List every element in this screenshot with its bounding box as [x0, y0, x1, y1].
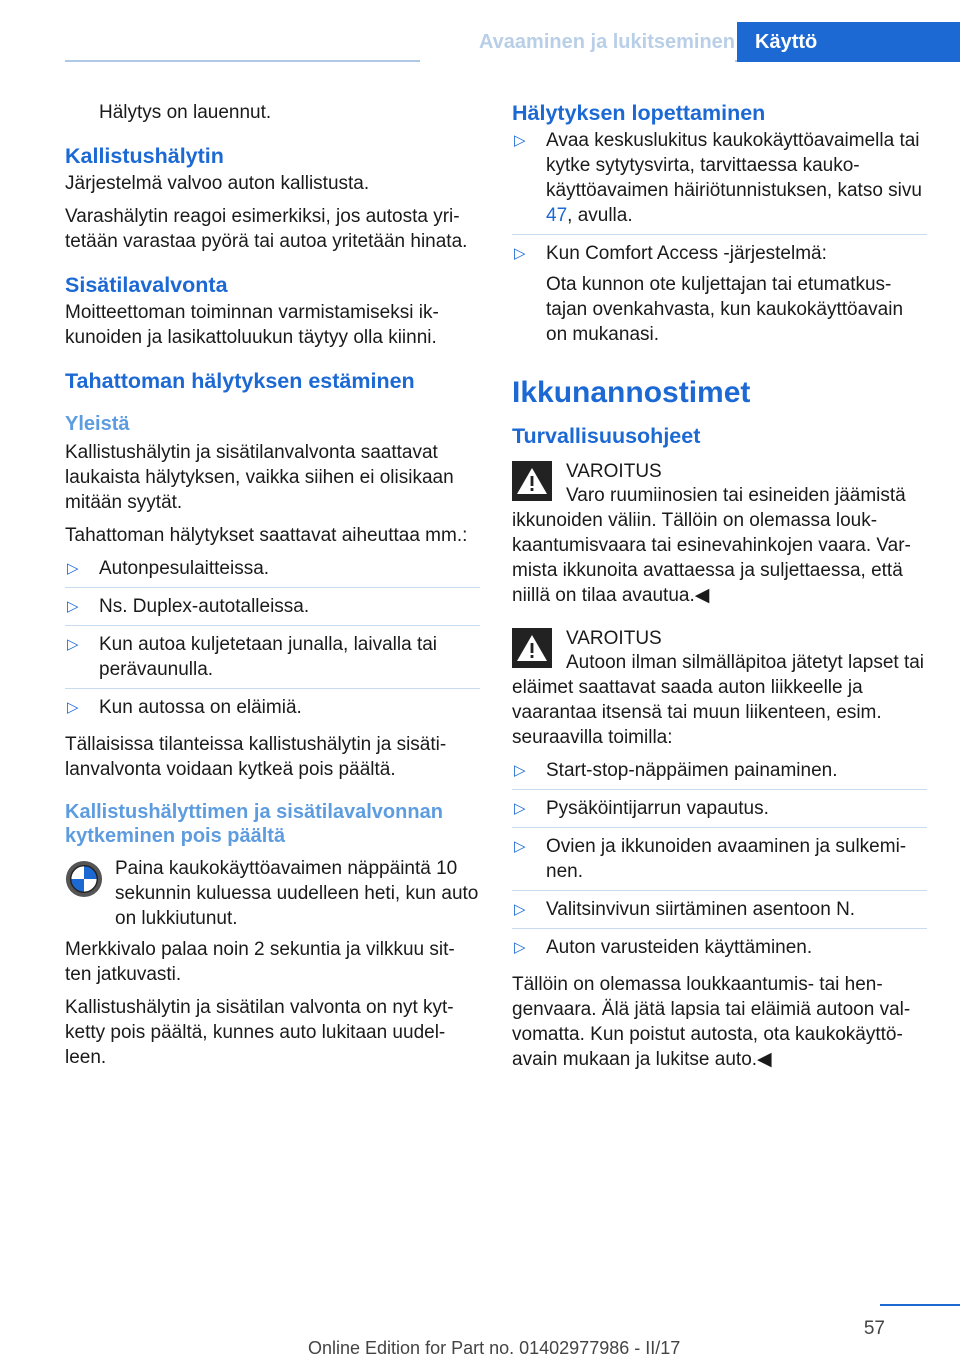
- page-link[interactable]: 47: [546, 205, 568, 226]
- list-item: ▷ Valitsinvivun siirtäminen asentoon N.: [512, 897, 927, 929]
- list-item: ▷ Auton varusteiden käyttäminen.: [514, 937, 813, 958]
- switch-off-heading: Kallistushälyttimen ja sisätilavalvonnan kytkeminen pois päältä: [65, 801, 443, 847]
- switch-off-p3: Kallistushälytin ja sisätilan valvonta on nyt kyt‐ ketty pois päältä, kunnes auto lukitaan uudel‐ leen.: [65, 997, 454, 1068]
- triangle-bullet-icon: ▷: [67, 699, 79, 716]
- list-item: ▷ Ovien ja ikkunoiden avaaminen ja sulkemi‐ nen.: [512, 834, 927, 891]
- stop-alarm-heading: Hälytyksen lopettaminen: [512, 101, 766, 125]
- alarm-triggered-text: Hälytys on lauennut.: [99, 102, 272, 123]
- triangle-bullet-icon: ▷: [67, 636, 79, 653]
- tilt-alarm-heading: Kallistushälytin: [65, 144, 224, 168]
- list-item: ▷ Autonpesulaitteissa.: [65, 556, 480, 588]
- list-item: ▷ Avaa keskuslukitus kaukokäyttöavaimella tai kytke sytytysvirta, tarvittaessa kauko‐ käyttöavaimen häiriötunnistuksen, katso sivu 47, avulla.: [512, 128, 927, 235]
- triangle-bullet-icon: ▷: [67, 560, 79, 577]
- general-p2: Tahattoman hälytykset saattavat aiheuttaa mm.:: [65, 525, 468, 546]
- interior-monitoring-heading: Sisätilavalvonta: [65, 273, 228, 297]
- risk-actions-list: [512, 758, 927, 966]
- warning-1-text: Varo ruumiinosien tai esineiden jäämistä ikkunoiden väliin. Tällöin on olemassa louk‐ kaantumisvaara tai esinevahinkojen vaara. Var‐ mista ikkunoita avattaessa ja suljettaessa, että niillä on tilaa avautua.◀: [512, 485, 911, 606]
- chapter-title: Ikkunannostimet: [512, 376, 751, 409]
- list-item: ▷ Pysäköintijarrun vapautus.: [512, 796, 927, 828]
- list-item: ▷ Start-stop-näppäimen painaminen.: [512, 758, 927, 790]
- list-item: ▷ Kun autoa kuljetetaan junalla, laivalla tai perävaunulla.: [65, 632, 480, 689]
- triangle-bullet-icon: ▷: [514, 132, 526, 149]
- switch-off-p1: Paina kaukokäyttöavaimen näppäintä 10 sekunnin kuluessa uudelleen heti, kun auto on lukkiutunut.: [115, 858, 479, 929]
- comfort-access-subtext: Ota kunnon ote kuljettajan tai etumatkus‐ tajan ovenkahvasta, kun kaukokäyttöavain on mukanasi.: [546, 274, 904, 345]
- triangle-bullet-icon: ▷: [514, 762, 526, 779]
- triangle-bullet-icon: ▷: [514, 245, 526, 262]
- right-column: [512, 100, 927, 1080]
- false-alarm-causes-list: [65, 556, 480, 726]
- tilt-alarm-p1: Järjestelmä valvoo auton kallistusta.: [65, 173, 370, 194]
- interior-monitoring-p1: Moitteettoman toiminnan varmistamiseksi ik‐ kunoiden ja lasikattoluukun täytyy olla kiinni.: [65, 302, 439, 348]
- unintended-alarm-heading: Tahattoman hälytyksen estäminen: [65, 369, 415, 393]
- footer-rule: [880, 1304, 960, 1306]
- header-chapter-tab[interactable]: Käyttö: [737, 22, 960, 62]
- general-p1: Kallistushälytin ja sisätilanvalvonta saattavat laukaista hälytyksen, vaikka siihen ei olisikaan mitään syytät.: [65, 442, 454, 513]
- list-item: ▷ Kun Comfort Access -järjestelmä: Ota kunnon ote kuljettajan tai etumatkus‐ tajan ovenkahvasta, kun kaukokäyttöavain on mukanasi.: [512, 241, 927, 353]
- safety-heading: Turvallisuusohjeet: [512, 424, 701, 448]
- warning-2-text: Autoon ilman silmälläpitoa jätetyt lapset tai eläimet saattavat saada auton liikkeelle ja vaarantaa itsensä tai muun liikenteen, esim. seuraavilla toimilla:: [512, 652, 925, 748]
- edition-note: Online Edition for Part no. 01402977986 - II/17: [308, 1338, 681, 1358]
- warning-triangle-icon: [512, 628, 552, 668]
- triangle-bullet-icon: ▷: [514, 939, 526, 956]
- list-item: ▷ Ns. Duplex-autotalleissa.: [65, 594, 480, 626]
- closing-warning-text: Tällöin on olemassa loukkaantumis- tai hen‐ genvaara. Älä jätä lapsia tai eläimiä autoon val‐ vomatta. Kun poistut autosta, ota kaukokäyttö‐ avain mukaan ja lukitse auto.◀: [512, 974, 911, 1070]
- triangle-bullet-icon: ▷: [514, 901, 526, 918]
- warning-title: VAROITUS: [566, 461, 662, 482]
- triangle-bullet-icon: ▷: [67, 598, 79, 615]
- header-section-title: Avaaminen ja lukitseminen: [420, 22, 735, 62]
- stop-alarm-list: [512, 128, 927, 353]
- general-heading: Yleistä: [65, 413, 130, 435]
- triangle-bullet-icon: ▷: [514, 800, 526, 817]
- key-instruction: [65, 856, 480, 931]
- page-number: 57: [863, 1318, 885, 1339]
- warning-title: VAROITUS: [566, 628, 662, 649]
- left-column: [65, 100, 480, 1078]
- switch-off-p2: Merkkivalo palaa noin 2 sekuntia ja vilkkuu sit‐ ten jatkuvasti.: [65, 939, 455, 985]
- warning-triangle-icon: [512, 461, 552, 501]
- general-p3: Tällaisissa tilanteissa kallistushälytin ja sisäti‐ lanvalvonta voidaan kytkeä pois päältä.: [65, 734, 447, 780]
- bmw-key-icon: [65, 860, 103, 898]
- triangle-bullet-icon: ▷: [514, 838, 526, 855]
- tilt-alarm-p2: Varashälytin reagoi esimerkiksi, jos autosta yri‐ tetään varastaa pyörä tai autoa yritetään hinata.: [65, 206, 468, 252]
- list-item: ▷ Kun autossa on eläimiä.: [67, 697, 302, 718]
